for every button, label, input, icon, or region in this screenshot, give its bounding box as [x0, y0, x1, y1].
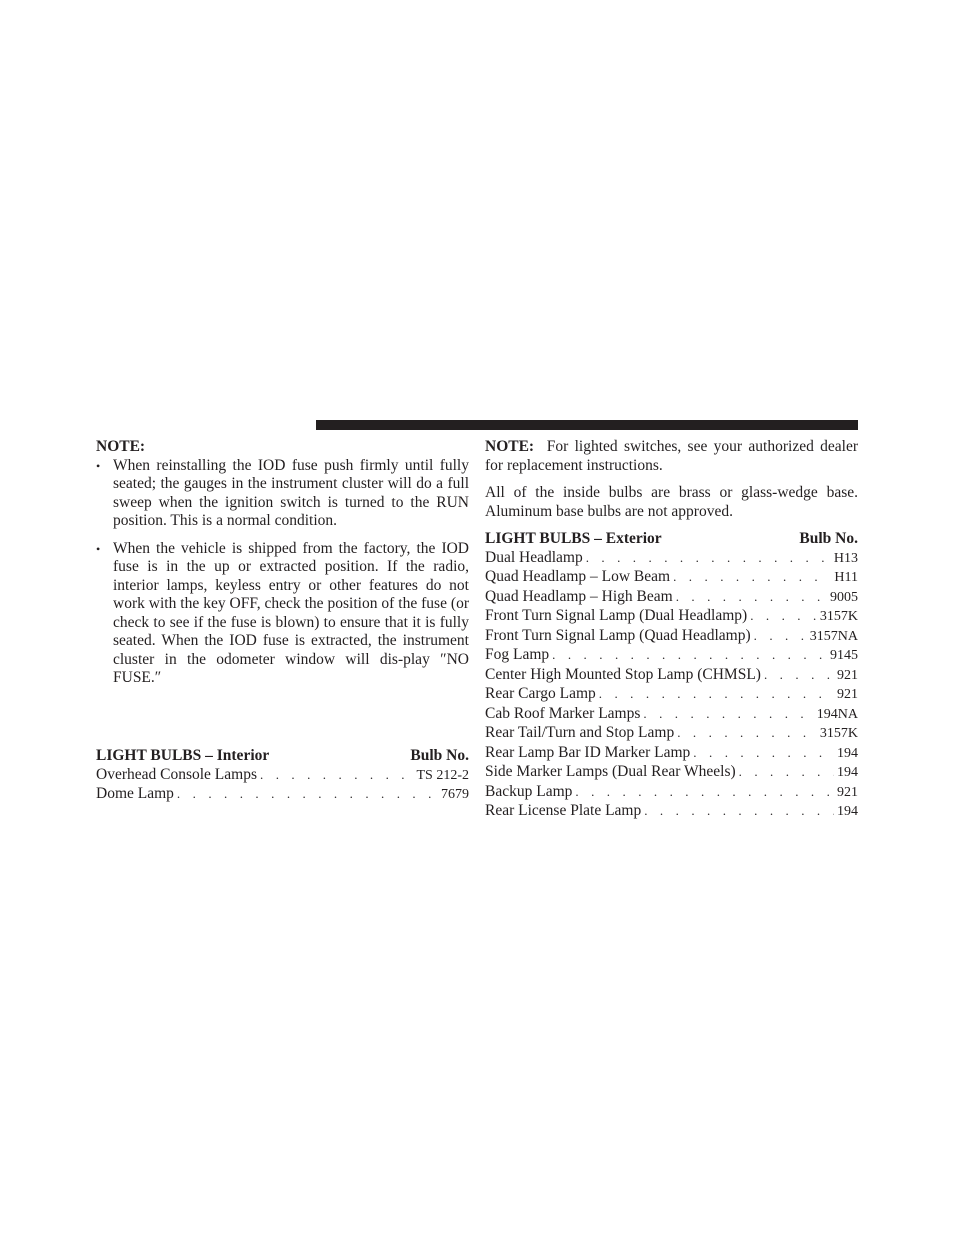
- bulb-location: Rear Lamp Bar ID Marker Lamp: [485, 743, 691, 761]
- table-row: [485, 724, 858, 744]
- bulb-location: Dual Headlamp: [485, 548, 583, 566]
- bulb-number: 194: [837, 745, 858, 761]
- bulb-location: Dome Lamp: [96, 785, 174, 802]
- bulb-location: Rear Cargo Lamp: [485, 685, 596, 702]
- note-bullet-item: [96, 457, 469, 531]
- bulb-number: H13: [833, 550, 858, 566]
- table-row: [485, 666, 858, 686]
- table-row: [485, 744, 858, 764]
- base-note-paragraph: All of the inside bulbs are brass or glass-wedge base. Aluminum base bulbs are not approved.: [485, 484, 858, 520]
- dot-leader: [177, 785, 438, 804]
- note-bullet-item: [96, 540, 469, 688]
- table-row: [485, 763, 858, 783]
- note-paragraph: [485, 438, 858, 475]
- note-bullet-text: When reinstalling the IOD fuse push firmly until fully seated; the gauges in the instrument cluster will do a full sweep when the ignition switch is turned to the RUN position. This is a normal condition.: [113, 456, 469, 529]
- dot-leader: [764, 666, 834, 685]
- bulb-location: Front Turn Signal Lamp (Dual Headlamp): [485, 607, 748, 624]
- bulb-location: Cab Roof Marker Lamps: [485, 704, 641, 722]
- dot-leader: [693, 744, 834, 763]
- dot-leader: [754, 627, 807, 646]
- exterior-table-title: LIGHT BULBS – Exterior: [485, 530, 662, 547]
- bulb-number: 194: [837, 765, 858, 780]
- exterior-bulb-table: [485, 530, 858, 822]
- note-heading: NOTE:: [96, 438, 146, 455]
- section-header-bar: [316, 420, 858, 430]
- exterior-table-column-label: Bulb No.: [799, 530, 858, 547]
- bulb-location: Overhead Console Lamps: [96, 765, 257, 783]
- bulb-location: Rear Tail/Turn and Stop Lamp: [485, 724, 675, 741]
- bulb-number: 194NA: [816, 706, 858, 722]
- dot-leader: [677, 724, 817, 743]
- table-row: [485, 588, 858, 608]
- dot-leader: [750, 607, 817, 626]
- note-text: For lighted switches, see your authorized dealer for replacement instructions.: [485, 438, 859, 474]
- table-row: [485, 685, 858, 705]
- bulb-location: Backup Lamp: [485, 782, 573, 800]
- left-column: [96, 438, 469, 697]
- bulb-number: 3157K: [819, 609, 858, 624]
- table-row: [485, 568, 858, 588]
- dot-leader: [643, 705, 813, 724]
- exterior-table-header: [485, 530, 858, 549]
- bulb-location: Quad Headlamp – High Beam: [485, 587, 673, 605]
- bulb-location: Center High Mounted Stop Lamp (CHMSL): [485, 665, 761, 683]
- dot-leader: [739, 763, 834, 782]
- interior-table-header: [96, 747, 469, 766]
- table-row: [485, 705, 858, 725]
- interior-bulb-table: [96, 747, 469, 805]
- bullet-icon: •: [96, 458, 101, 473]
- dot-leader: [260, 766, 414, 785]
- dot-leader: [552, 646, 827, 665]
- bulb-location: Front Turn Signal Lamp (Quad Headlamp): [485, 626, 751, 644]
- bulb-number: 3157NA: [809, 628, 858, 644]
- table-row: [485, 627, 858, 647]
- bulb-location: Rear License Plate Lamp: [485, 802, 642, 819]
- bulb-location: Quad Headlamp – Low Beam: [485, 568, 671, 585]
- table-row: [485, 549, 858, 569]
- bulb-number: 3157K: [819, 726, 858, 741]
- right-column: [485, 438, 858, 822]
- table-row: [96, 785, 469, 805]
- table-row: [485, 646, 858, 666]
- dot-leader: [644, 802, 834, 821]
- dot-leader: [599, 685, 834, 704]
- table-row: [485, 802, 858, 822]
- bulb-number: 921: [837, 667, 858, 683]
- bulb-number: 921: [837, 784, 858, 800]
- note-label: NOTE:: [485, 438, 535, 455]
- note-bullet-text: When the vehicle is shipped from the factory, the IOD fuse is in the up or extracted position. If the radio, interior lamps, keyless entry or other features do not work with the key OFF, check the position of the fuse (or check to see if the fuse is blown) to ensure that it is fully seated. When the IOD fuse is extracted, the instrument cluster in the odometer window will dis-play ″NO FUSE.″: [113, 539, 469, 686]
- bulb-number: 921: [837, 687, 858, 702]
- interior-table-column-label: Bulb No.: [410, 747, 469, 764]
- dot-leader: [673, 568, 831, 587]
- bulb-number: 9145: [830, 648, 858, 663]
- dot-leader: [586, 549, 831, 568]
- dot-leader: [575, 783, 834, 802]
- table-row: [485, 783, 858, 803]
- bulb-location: Fog Lamp: [485, 646, 550, 663]
- bulb-number: TS 212-2: [416, 767, 469, 783]
- table-row: [485, 607, 858, 627]
- bulb-location: Side Marker Lamps (Dual Rear Wheels): [485, 763, 736, 780]
- bulb-number: H11: [834, 570, 858, 585]
- interior-table-title: LIGHT BULBS – Interior: [96, 747, 270, 764]
- bulb-number: 7679: [441, 787, 469, 802]
- bullet-icon: •: [96, 541, 101, 556]
- bulb-number: 194: [837, 804, 858, 819]
- dot-leader: [676, 588, 827, 607]
- table-row: [96, 766, 469, 786]
- bulb-number: 9005: [830, 589, 858, 605]
- note-bullet-list: [96, 457, 469, 688]
